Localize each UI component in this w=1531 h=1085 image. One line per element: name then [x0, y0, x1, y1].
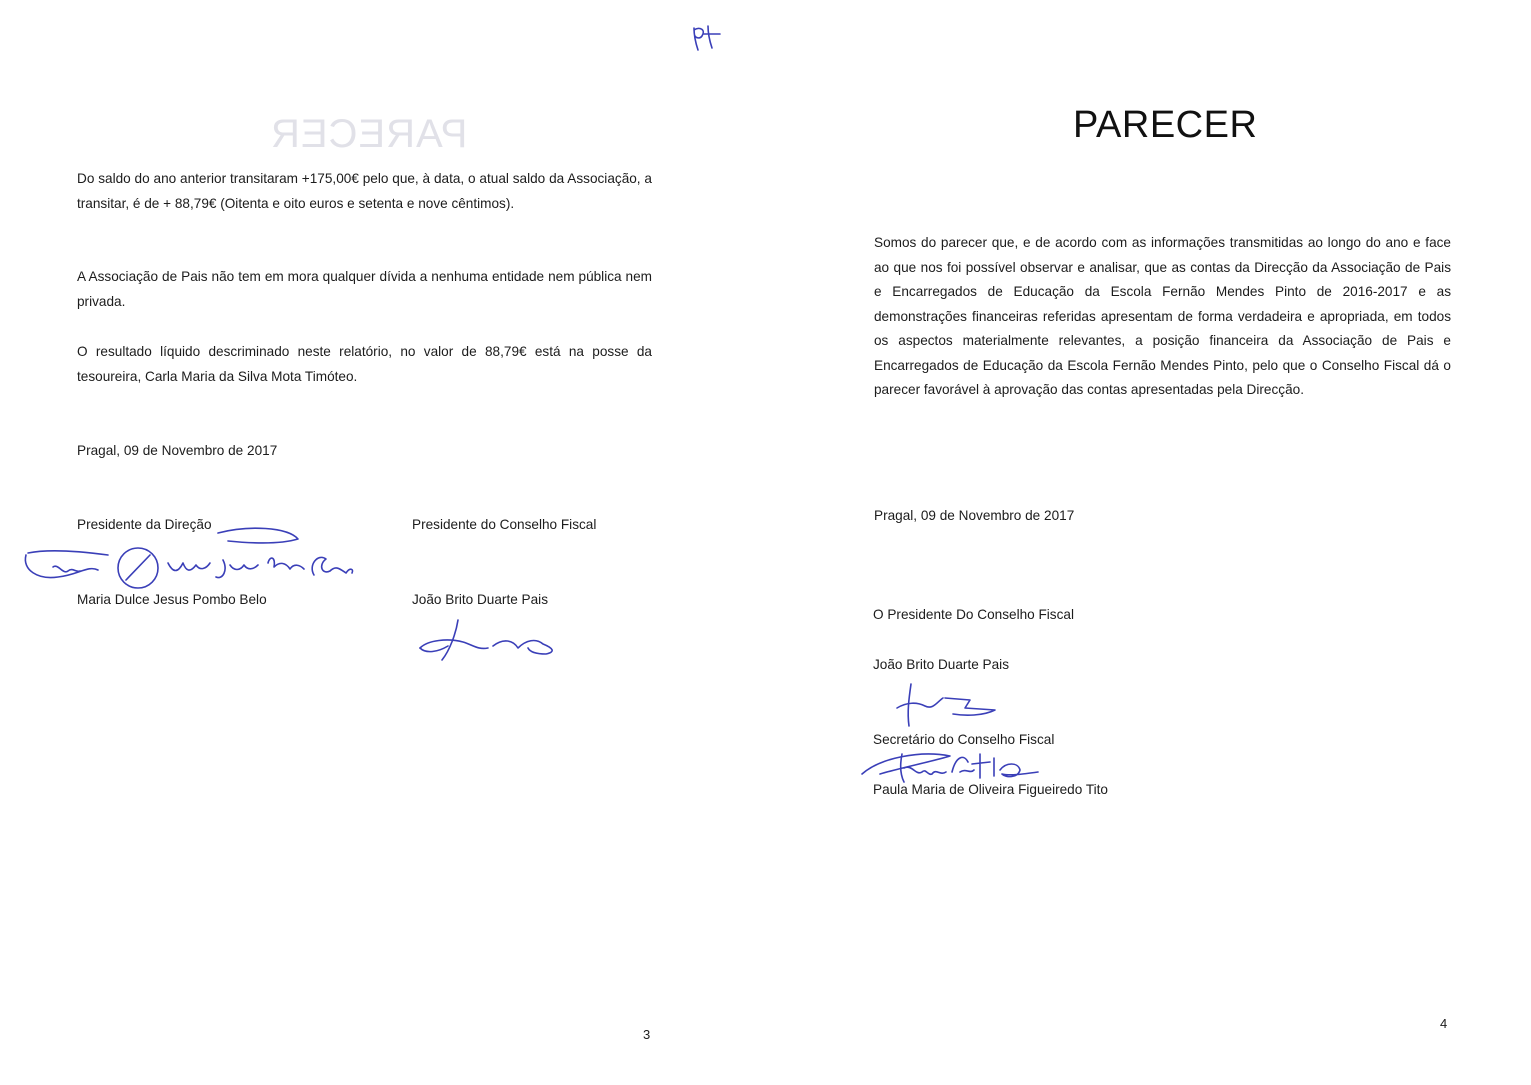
debt-paragraph: A Associação de Pais não tem em mora qualquer dívida a nenhuma entidade nem pública nem privada.	[77, 269, 652, 309]
place-date: Pragal, 09 de Novembro de 2017	[874, 508, 1075, 523]
signatory-name-fiscal: João Brito Duarte Pais	[412, 592, 549, 607]
opinion-paragraph: Somos do parecer que, e de acordo com as informações transmitidas ao longo do ano e face ao que nos foi possível observar e analisar, que as contas da Direcção da Associação de Pais e Encarregados de Educação da Escola Fernão Mendes Pinto de 2016-2017 e as demonstrações financeiras referidas apresentam de forma verdadeira e apropriada, em todos os aspectos materialmente relevantes, a posição financeira da Associação de Pais e Encarregados de Educação da Escola Fernão Mendes Pinto, pelo que o Conselho Fiscal dá o parecer favorável à aprovação das contas apresentadas pela Direcção.	[874, 235, 1451, 397]
signatory-name-secretary: Paula Maria de Oliveira Figueiredo Tito	[873, 782, 1108, 797]
bleed-through-title: PARECER	[270, 112, 468, 156]
place-date: Pragal, 09 de Novembro de 2017	[77, 443, 278, 458]
page-3	[0, 0, 760, 1085]
signatory-role-fiscal-president: O Presidente Do Conselho Fiscal	[873, 607, 1074, 622]
signatory-name-fiscal-president: João Brito Duarte Pais	[873, 657, 1010, 672]
net-result-paragraph: O resultado líquido descriminado neste relatório, no valor de 88,79€ está na posse da tesoureira, Carla Maria da Silva Mota Timóteo.	[77, 344, 652, 384]
page-4	[765, 0, 1531, 1085]
initials-mark	[690, 22, 730, 54]
signatory-role-secretary: Secretário do Conselho Fiscal	[873, 732, 1055, 747]
page-number: 3	[643, 1027, 651, 1042]
signature-president-direction	[18, 525, 358, 595]
page-number: 4	[1440, 1016, 1448, 1031]
signatory-name-direction: Maria Dulce Jesus Pombo Belo	[77, 592, 267, 607]
signature-fiscal-president-right	[895, 680, 1005, 730]
signatory-role-fiscal: Presidente do Conselho Fiscal	[412, 517, 597, 532]
signatory-role-direction: Presidente da Direção	[77, 517, 212, 532]
document-title: PARECER	[1073, 104, 1258, 146]
signature-fiscal-president-left	[418, 618, 563, 668]
balance-paragraph: Do saldo do ano anterior transitaram +175,00€ pelo que, à data, o atual saldo da Associação, a transitar, é de + 88,79€ (Oitenta e oito euros e setenta e nove cêntimos).	[77, 171, 652, 211]
